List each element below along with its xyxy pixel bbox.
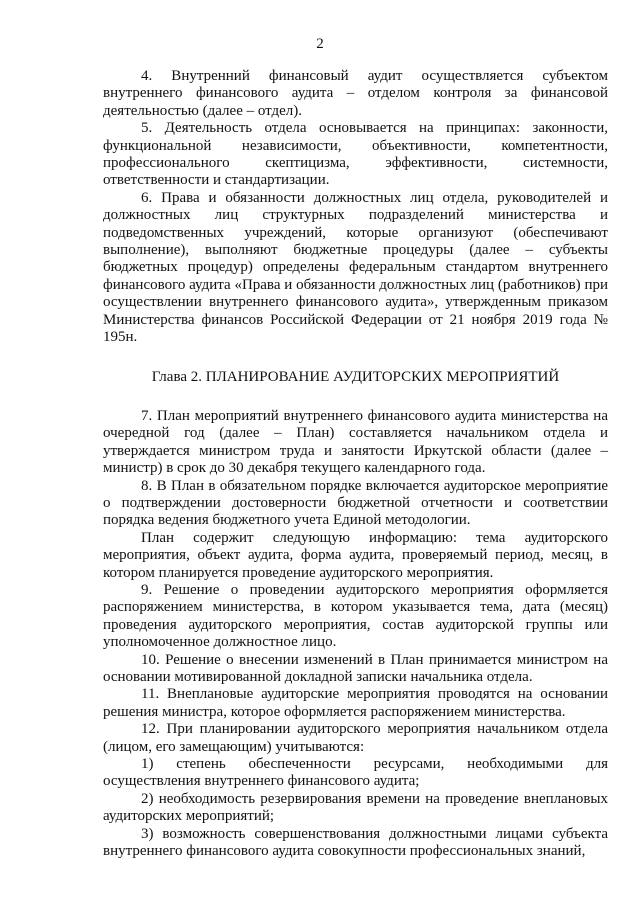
paragraph-7: 7. План мероприятий внутреннего финансового аудита министерства на очередной год (далее – План) составляется начальником отдела и утверждается министром труда и занятости Иркутской области (далее – министр) в срок до 30 декабря текущего календарного года. xyxy=(103,407,608,477)
document-body xyxy=(103,68,608,860)
list-item-1: 1) степень обеспеченности ресурсами, необходимыми для осуществления внутреннего финансового аудита; xyxy=(103,756,608,790)
paragraph-10: 10. Решение о внесении изменений в План принимается министром на основании мотивированной докладной записки начальника отдела. xyxy=(103,651,608,685)
paragraph-11: 11. Внеплановые аудиторские мероприятия проводятся на основании решения министра, которое оформляется распоряжением министерства. xyxy=(103,686,608,720)
list-item-2: 2) необходимость резервирования времени на проведение внеплановых аудиторских мероприятий; xyxy=(103,790,608,825)
paragraph-12: 12. При планировании аудиторского мероприятия начальником отдела (лицом, его замещающим) учитываются: xyxy=(103,721,608,755)
paragraph-4: 4. Внутренний финансовый аудит осуществляется субъектом внутреннего финансового аудита – отделом контроля за финансовой деятельностью (далее – отдел). xyxy=(103,68,608,119)
chapter-heading: Глава 2. ПЛАНИРОВАНИЕ АУДИТОРСКИХ МЕРОПРИЯТИЙ xyxy=(151,368,560,385)
paragraph-9: 9. Решение о проведении аудиторского мероприятия оформляется распоряжением министерства, в котором указывается тема, дата (месяц) проведения аудиторского мероприятия, состав аудиторской группы или уполномоченное должностное лицо. xyxy=(103,581,608,651)
paragraph-5: 5. Деятельность отдела основывается на принципах: законности, функциональной независимости, объективности, компетентности, профессионального скептицизма, эффективности, системности, ответственности и стандартизации. xyxy=(103,120,608,189)
page-number: 2 xyxy=(316,36,324,52)
paragraph-plan-content: План содержит следующую информацию: тема аудиторского мероприятия, объект аудита, форма аудита, проверяемый период, месяц, в котором планируется проведение аудиторского мероприятия. xyxy=(103,529,608,581)
paragraph-8: 8. В План в обязательном порядке включается аудиторское мероприятие о подтверждении достоверности бюджетной отчетности и соответствии порядка ведения бюджетного учета Единой методологии. xyxy=(103,477,608,529)
paragraph-6: 6. Права и обязанности должностных лиц отдела, руководителей и должностных лиц структурных подразделений министерства и подведомственных учреждений, которые организуют (обеспечивают выполнение), выполняют бюджетные процедуры (далее – субъекты бюджетных процедур) определены федеральным стандартом внутреннего финансового аудита «Права и обязанности должностных лиц (работников) при осуществлении внутреннего финансового аудита», утвержденным приказом Министерства финансов Российской Федерации от 21 ноября 2019 года № 195н. xyxy=(103,189,608,346)
list-item-3: 3) возможность совершенствования должностными лицами субъекта внутреннего финансового аудита совокупности профессиональных знаний, xyxy=(103,825,608,860)
